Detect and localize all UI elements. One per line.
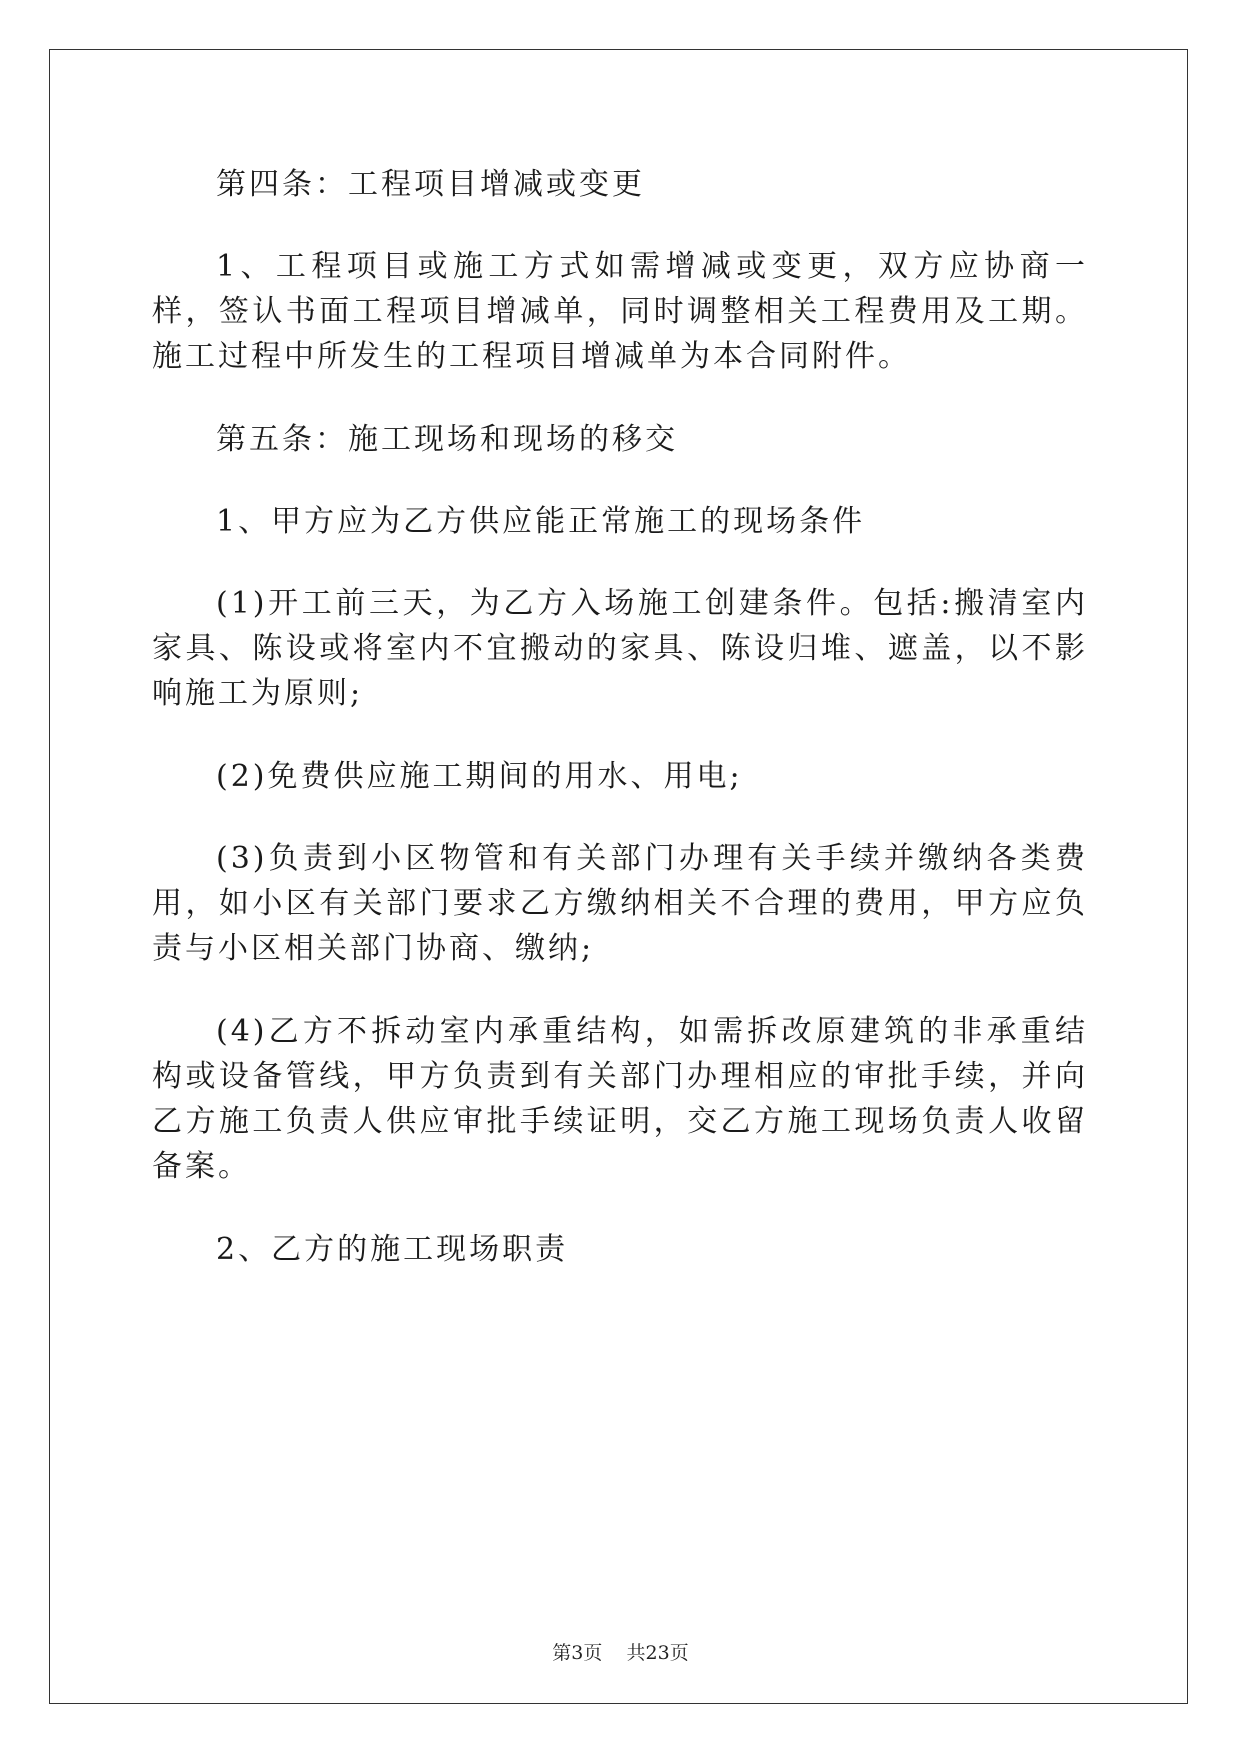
page-number: 第3页 共23页 [552,1642,689,1664]
section-heading-article-4: 第四条：工程项目增减或变更 [216,167,645,202]
paragraph-subitem-1: (1)开工前三天，为乙方入场施工创建条件。包括:搬清室内家具、陈设或将室内不宜搬动的家具、陈设归堆、遮盖，以不影响施工为原则; [152,586,1088,711]
section-heading-article-5: 第五条：施工现场和现场的移交 [216,422,678,457]
page-footer [0,1638,1241,1665]
paragraph-subitem-3: (3)负责到小区物管和有关部门办理有关手续并缴纳各类费用，如小区有关部门要求乙方缴纳相关不合理的费用，甲方应负责与小区相关部门协商、缴纳; [152,841,1088,966]
paragraph-item-1-change: 1、工程项目或施工方式如需增减或变更，双方应协商一样，签认书面工程项目增减单，同时调整相关工程费用及工期。施工过程中所发生的工程项目增减单为本合同附件。 [152,249,1088,374]
document-body [152,162,1088,1309]
paragraph-item-2-responsibilities: 2、乙方的施工现场职责 [216,1232,569,1267]
paragraph-subitem-2: (2)免费供应施工期间的用水、用电; [216,759,743,794]
paragraph-item-1-site-conditions: 1、甲方应为乙方供应能正常施工的现场条件 [216,504,866,539]
paragraph-subitem-4: (4)乙方不拆动室内承重结构，如需拆改原建筑的非承重结构或设备管线，甲方负责到有关部门办理相应的审批手续，并向乙方施工负责人供应审批手续证明，交乙方施工现场负责人收留备案。 [152,1014,1088,1184]
